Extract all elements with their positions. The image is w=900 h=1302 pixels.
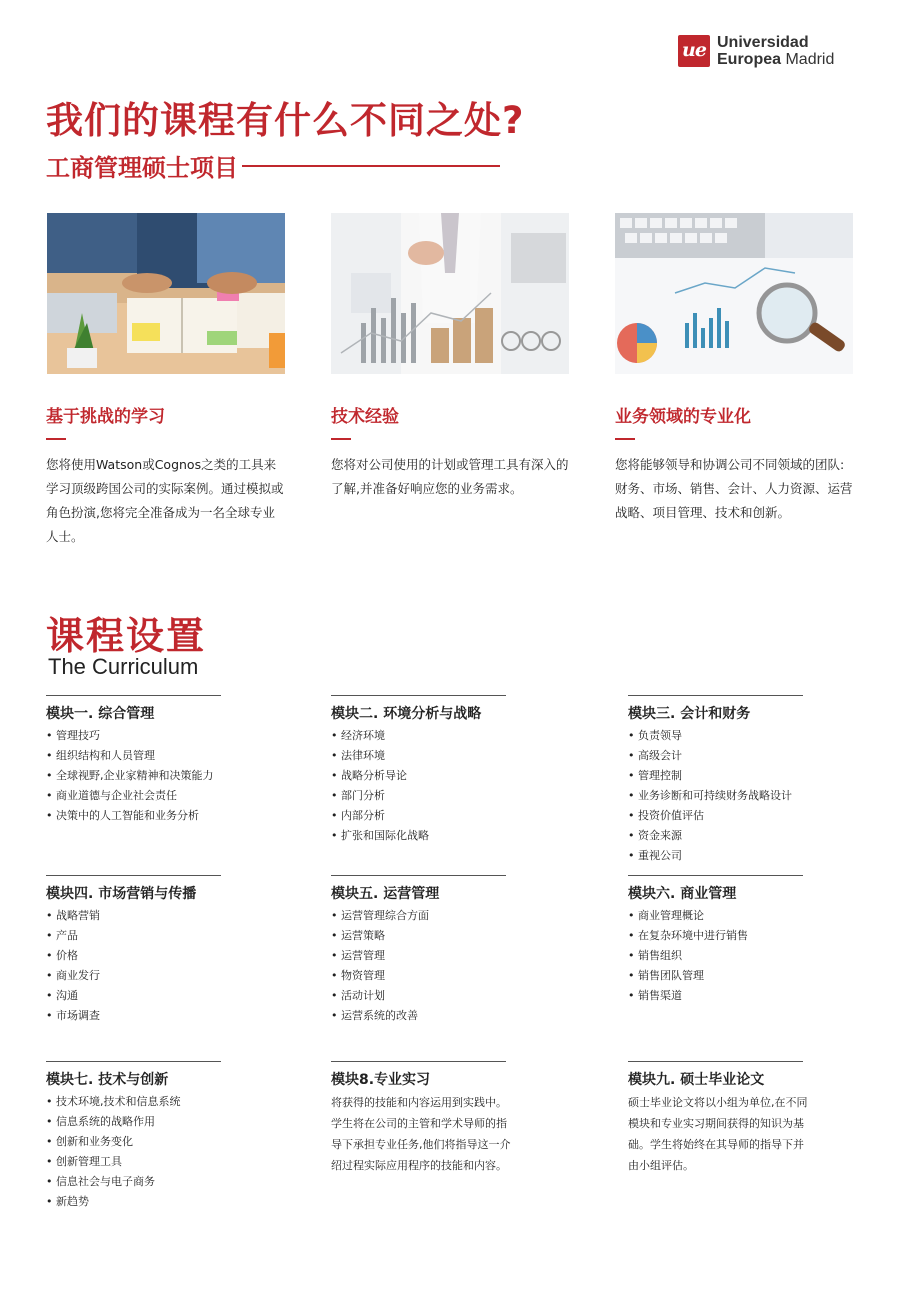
module-3 (628, 695, 898, 866)
module-item: • 商业道德与企业社会责任 (46, 786, 316, 806)
module-item: • 价格 (46, 946, 316, 966)
module-items (628, 906, 898, 1006)
module-item: • 投资价值评估 (628, 806, 898, 826)
module-item: • 战略营销 (46, 906, 316, 926)
module-rule (628, 695, 803, 696)
feature-title: 技术经验 (331, 407, 399, 427)
subheading-rule (242, 165, 500, 167)
feature-accent-dash (331, 438, 351, 440)
financial-reports-magnifier-photo (615, 213, 853, 374)
module-title: 模块四. 市场营销与传播 (46, 886, 197, 902)
module-rule (331, 875, 506, 876)
module-item: • 扩张和国际化战略 (331, 826, 601, 846)
module-rule (46, 875, 221, 876)
feature-accent-dash (46, 438, 66, 440)
module-6 (628, 875, 898, 1006)
module-title: 模块六. 商业管理 (628, 886, 737, 902)
logo-line-2-rest: Madrid (781, 51, 835, 68)
module-item: • 运营系统的改善 (331, 1006, 601, 1026)
module-rule (46, 1061, 221, 1062)
ue-logo-icon: ue (678, 35, 710, 67)
feature-title: 业务领域的专业化 (615, 407, 751, 427)
module-items (46, 906, 316, 1026)
module-items (628, 726, 898, 866)
module-rule (46, 695, 221, 696)
module-title: 模块七. 技术与创新 (46, 1072, 169, 1088)
module-item: • 销售组织 (628, 946, 898, 966)
module-1 (46, 695, 316, 826)
curriculum-title: 课程设置 (46, 614, 207, 658)
logo-line-2-bold: Europea (717, 51, 782, 68)
module-item: • 新趋势 (46, 1192, 316, 1212)
module-description: 将获得的技能和内容运用到实践中。学生将在公司的主管和学术导师的指导下承担专业任务,他们将指导这一介绍过程实际应用程序的技能和内容。 (331, 1096, 511, 1172)
module-item: • 内部分析 (331, 806, 601, 826)
page-headline: 我们的课程有什么不同之处? (46, 99, 525, 142)
module-title: 模块8.专业实习 (331, 1072, 431, 1088)
module-item: • 业务诊断和可持续财务战略设计 (628, 786, 898, 806)
module-items (46, 1092, 316, 1212)
module-item: • 运营策略 (331, 926, 601, 946)
module-item: • 全球视野,企业家精神和决策能力 (46, 766, 316, 786)
module-title: 模块三. 会计和财务 (628, 706, 751, 722)
feature-tech-experience (331, 402, 571, 501)
module-items (331, 726, 601, 846)
feature-specialization (615, 402, 855, 525)
module-5 (331, 875, 601, 1026)
module-title: 模块五. 运营管理 (331, 886, 440, 902)
module-item: • 经济环境 (331, 726, 601, 746)
module-rule (331, 1061, 506, 1062)
subheading (46, 148, 500, 183)
module-2 (331, 695, 601, 846)
feature-body: 您将能够领导和协调公司不同领域的团队:财务、市场、销售、会计、人力资源、运营战略、项目管理、技术和创新。 (615, 457, 853, 520)
feature-title: 基于挑战的学习 (46, 407, 165, 427)
university-logo (678, 34, 834, 68)
module-rule (628, 875, 803, 876)
module-item: • 物资管理 (331, 966, 601, 986)
module-item: • 商业发行 (46, 966, 316, 986)
module-item: • 组织结构和人员管理 (46, 746, 316, 766)
feature-challenge-learning (46, 402, 286, 549)
module-item: • 信息系统的战略作用 (46, 1112, 316, 1132)
module-item: • 技术环境,技术和信息系统 (46, 1092, 316, 1112)
module-item: • 部门分析 (331, 786, 601, 806)
logo-line-1: Universidad (717, 34, 809, 51)
module-item: • 销售团队管理 (628, 966, 898, 986)
business-chart-photo (331, 213, 569, 374)
module-item: • 市场调查 (46, 1006, 316, 1026)
feature-body: 您将对公司使用的计划或管理工具有深入的了解,并准备好响应您的业务需求。 (331, 457, 569, 496)
curriculum-subtitle: The Curriculum (48, 654, 199, 679)
module-item: • 管理控制 (628, 766, 898, 786)
module-rule (628, 1061, 803, 1062)
logo-line-2 (717, 51, 834, 68)
module-item: • 运营管理综合方面 (331, 906, 601, 926)
module-items (46, 726, 316, 826)
module-4 (46, 875, 316, 1026)
module-item: • 活动计划 (331, 986, 601, 1006)
module-item: • 运营管理 (331, 946, 601, 966)
module-item: • 沟通 (46, 986, 316, 1006)
module-item: • 销售渠道 (628, 986, 898, 1006)
module-item: • 创新和业务变化 (46, 1132, 316, 1152)
module-9 (628, 1061, 898, 1176)
module-item: • 产品 (46, 926, 316, 946)
module-item: • 在复杂环境中进行销售 (628, 926, 898, 946)
feature-body: 您将使用Watson或Cognos之类的工具来学习顶级跨国公司的实际案例。通过模拟或角色扮演,您将完全准备成为一名全球专业人士。 (46, 457, 284, 544)
logo-wordmark (717, 34, 834, 68)
module-8 (331, 1061, 601, 1176)
module-7 (46, 1061, 316, 1212)
module-item: • 高级会计 (628, 746, 898, 766)
module-item: • 法律环境 (331, 746, 601, 766)
module-item: • 管理技巧 (46, 726, 316, 746)
module-item: • 负责领导 (628, 726, 898, 746)
module-items (331, 906, 601, 1026)
module-title: 模块二. 环境分析与战略 (331, 706, 482, 722)
subheading-text: 工商管理硕士项目 (46, 154, 238, 182)
module-title: 模块九. 硕士毕业论文 (628, 1072, 765, 1088)
module-item: • 创新管理工具 (46, 1152, 316, 1172)
module-description: 硕士毕业论文将以小组为单位,在不同模块和专业实习期间获得的知识为基础。学生将始终在其导师的指导下并由小组评估。 (628, 1096, 808, 1172)
feature-accent-dash (615, 438, 635, 440)
module-item: • 商业管理概论 (628, 906, 898, 926)
students-studying-photo (47, 213, 285, 374)
module-item: • 信息社会与电子商务 (46, 1172, 316, 1192)
module-rule (331, 695, 506, 696)
module-item: • 战略分析导论 (331, 766, 601, 786)
module-item: • 决策中的人工智能和业务分析 (46, 806, 316, 826)
module-item: • 资金来源 (628, 826, 898, 846)
module-item: • 重视公司 (628, 846, 898, 866)
module-title: 模块一. 综合管理 (46, 706, 155, 722)
